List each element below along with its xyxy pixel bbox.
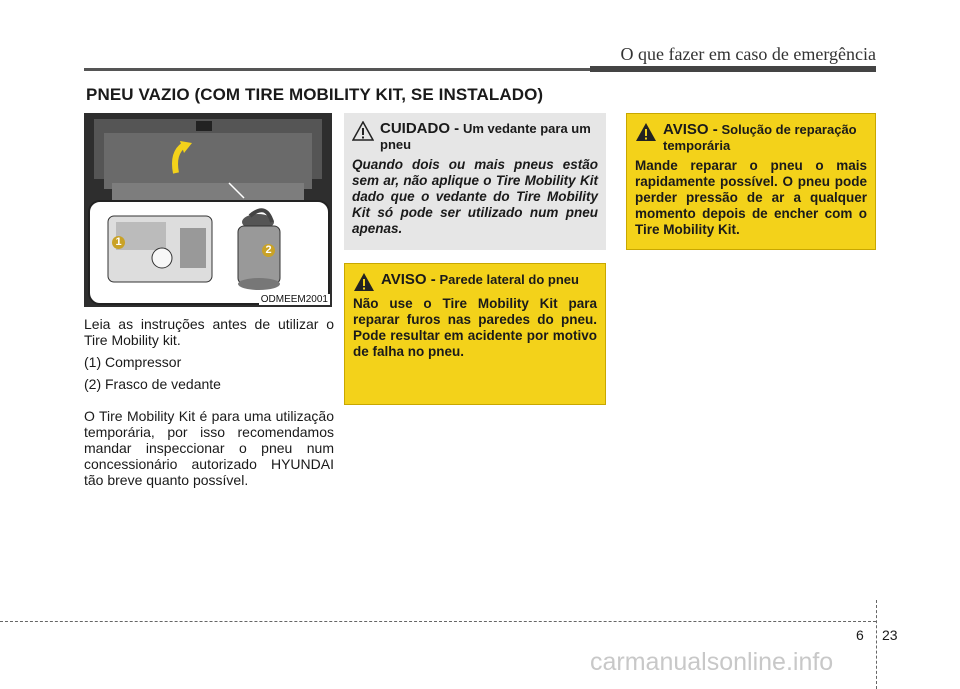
sealant-item: (2) Frasco de vedante: [84, 376, 221, 392]
instruction-paragraph: Leia as instruções antes de utilizar o Tire Mobility kit.: [84, 316, 334, 348]
warning-sidewall-title: AVISO -: [381, 271, 436, 288]
warning-triangle-icon: [353, 272, 375, 292]
watermark: carmanualsonline.info: [590, 648, 834, 676]
instructions-text: [84, 316, 334, 494]
warning-temporary-box: [626, 113, 876, 250]
compressor-item: (1) Compressor: [84, 354, 182, 370]
tire-mobility-kit-figure: [84, 113, 332, 307]
warning-triangle-icon: [635, 122, 657, 142]
caution-text: Quando dois ou mais pneus estão sem ar, não aplique o Tire Mobility Kit dado que o vedante do Tire Mobility Kit só pode ser utilizado num pneu apenas.: [352, 157, 598, 236]
warning-sidewall-box: [344, 263, 606, 405]
warning-temporary-text: Mande reparar o pneu o mais rapidamente possível. O pneu pode perder pressão de ar a qualquer momento depois de encher com o Tire Mobility Kit.: [635, 158, 867, 237]
chapter-number: 6: [856, 627, 864, 643]
figure-label-2: 2: [262, 244, 275, 257]
kit-inset: [88, 200, 330, 305]
section-title: PNEU VAZIO (COM TIRE MOBILITY KIT, SE INSTALADO): [86, 85, 544, 104]
figure-label-1: 1: [112, 236, 125, 249]
warning-temporary-title: AVISO -: [663, 121, 718, 138]
page-number: 23: [882, 627, 898, 643]
caution-triangle-icon: [352, 121, 374, 141]
caution-title: CUIDADO -: [380, 120, 460, 137]
footer-rule: [0, 621, 876, 622]
warning-temporary-subtitle: Solução de reparação temporária: [663, 122, 857, 153]
figure-code: ODMEEM2001: [260, 294, 328, 305]
footer-vertical-rule: [876, 600, 877, 689]
kit-components-illustration: [90, 202, 328, 303]
warning-sidewall-subtitle: Parede lateral do pneu: [439, 272, 579, 287]
caution-subtitle: Um vedante para um pneu: [380, 121, 591, 152]
chapter-header: O que fazer em caso de emergência: [620, 44, 876, 64]
warning-sidewall-text: Não use o Tire Mobility Kit para reparar furos nas paredes do pneu. Pode resultar em acidente por motivo de falha no pneu.: [353, 296, 597, 359]
temporary-use-paragraph: O Tire Mobility Kit é para uma utilização temporária, por isso recomendamos mandar inspeccionar o pneu num concessionário autorizado HYUNDAI tão breve quanto possível.: [84, 408, 334, 488]
caution-box: [344, 113, 606, 250]
header-rule-accent: [590, 66, 876, 72]
